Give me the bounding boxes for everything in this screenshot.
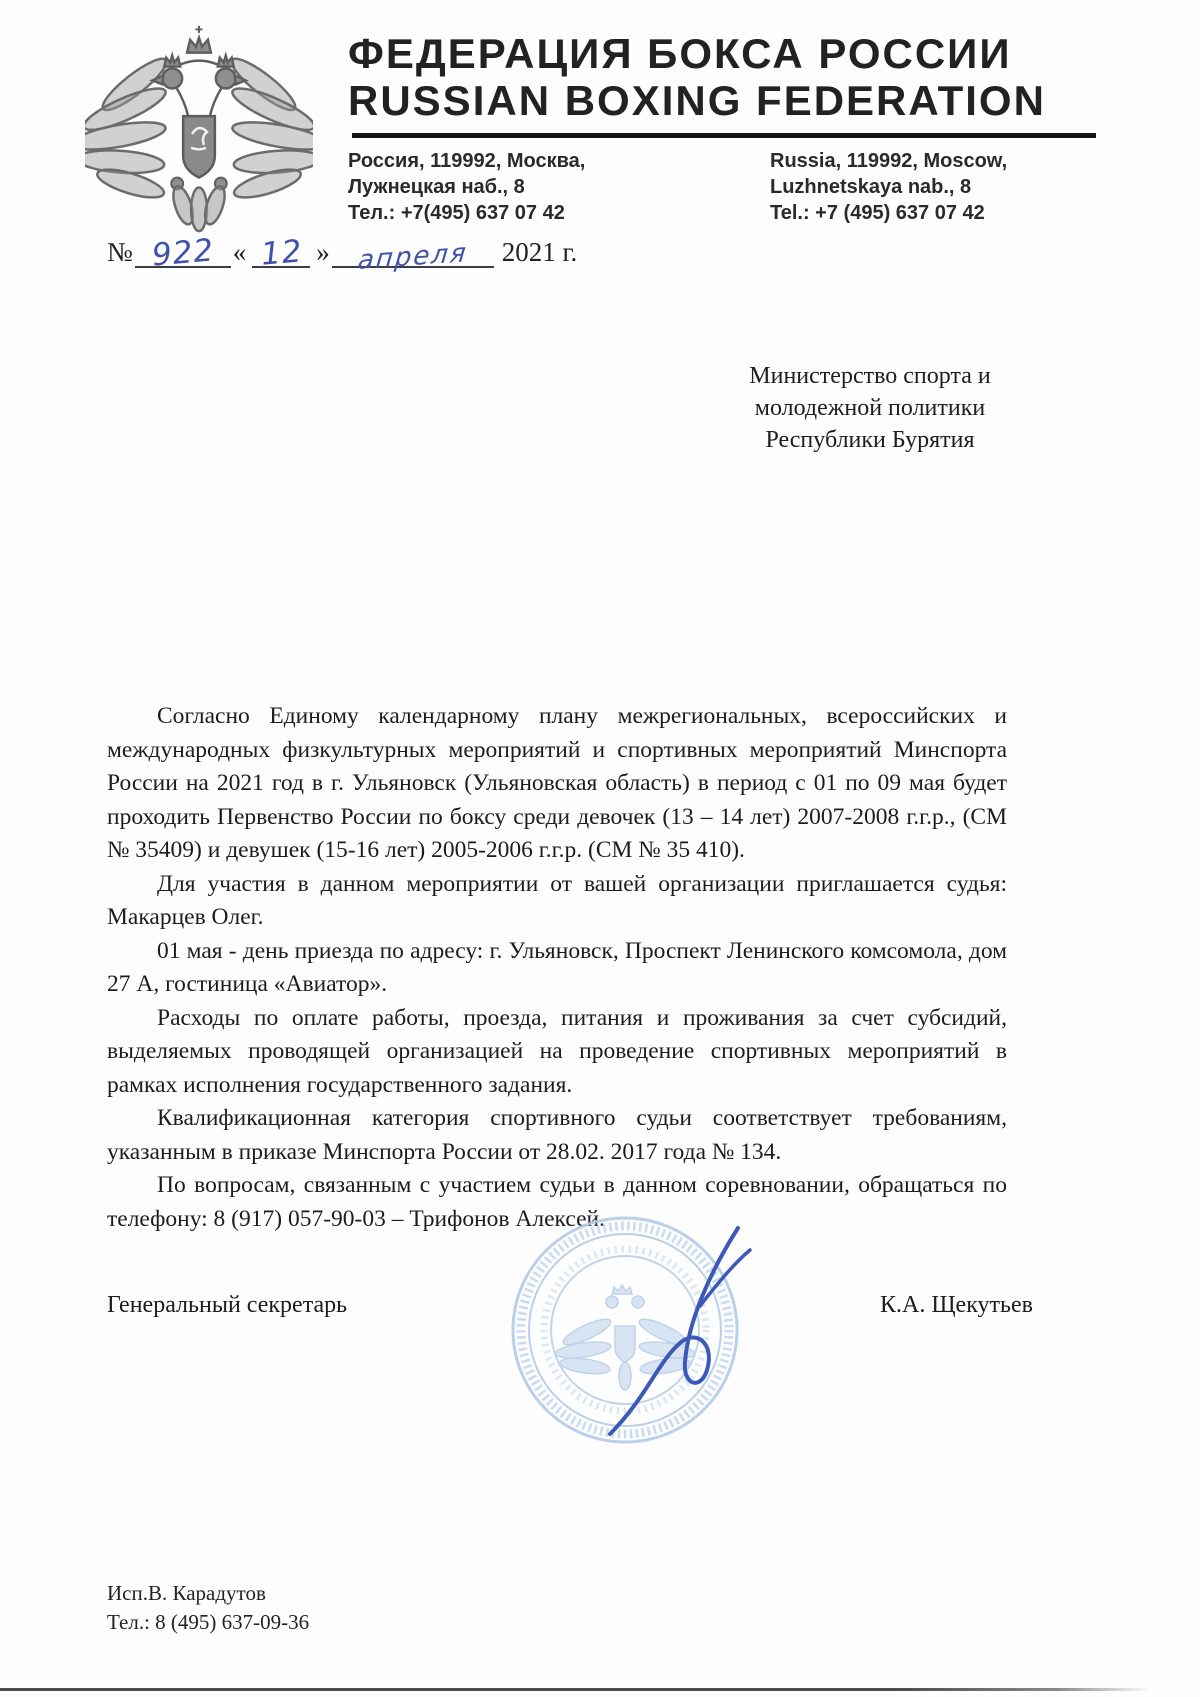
number-sign: № — [107, 237, 133, 267]
number-blank — [135, 232, 231, 274]
coat-of-arms-eagle-icon — [85, 22, 313, 237]
body-paragraph: 01 мая - день приезда по адресу: г. Ульяновск, Проспект Ленинского комсомола, дом 27 А, гостиница «Авиатор». — [107, 937, 1007, 997]
org-name-english: RUSSIAN BOXING FEDERATION — [348, 77, 1046, 124]
body-paragraph: Квалификационная категория спортивного судьи соответствует требованиям, указанным в приказе Минспорта России от 28.02. 2017 года № 134. — [107, 1105, 1007, 1165]
body-paragraph: По вопросам, связанным с участием судьи в данном соревновании, обращаться по телефону: 8 (917) 057-90-03 – Трифонов Алексей. — [107, 1172, 1007, 1232]
address-english — [770, 148, 1100, 226]
close-quote: » — [316, 237, 330, 267]
addressee-line: Министерство спорта и — [749, 363, 991, 389]
org-name-russian: ФЕДЕРАЦИЯ БОКСА РОССИИ — [348, 30, 1012, 77]
address-line: Россия, 119992, Москва, — [348, 150, 586, 172]
handwritten-month: апреля — [356, 238, 470, 276]
addressee-line: молодежной политики — [754, 395, 986, 421]
day-blank — [252, 233, 310, 273]
address-line: Luzhnetskaya nab., 8 — [770, 176, 972, 198]
address-line: Тел.: +7(495) 637 07 42 — [348, 202, 565, 224]
address-line: Tel.: +7 (495) 637 07 42 — [770, 202, 985, 224]
reference-number-line — [107, 232, 578, 276]
executor-name: Исп.В. Карадутов — [107, 1581, 266, 1605]
month-blank — [332, 235, 494, 276]
letter-body — [107, 700, 1007, 1236]
executor-phone: Тел.: 8 (495) 637-09-36 — [107, 1610, 310, 1634]
signature-ink-icon — [588, 1210, 763, 1450]
handwritten-number: 922 — [150, 232, 216, 274]
body-paragraph: Для участия в данном мероприятии от вашей организации приглашается судья: Макарцев Олег. — [107, 870, 1007, 930]
addressee-block — [725, 360, 1015, 456]
year-text: 2021 г. — [501, 237, 578, 267]
signer-name: К.А. Щекутьев — [880, 1292, 1033, 1318]
letterhead — [348, 30, 1104, 226]
body-paragraph: Расходы по оплате работы, проезда, питания и проживания за счет субсидий, выделяемых проводящей организацией на проведение спортивных мероприятий в рамках исполнения государственного задания. — [107, 1004, 1007, 1098]
scan-edge-line — [0, 1688, 1150, 1691]
address-line: Лужнецкая наб., 8 — [348, 176, 525, 198]
body-paragraph: Согласно Единому календарному плану межрегиональных, всероссийских и международных физкультурных мероприятий и спортивных мероприятий Минспорта России на 2021 год в г. Ульяновск (Ульяновская область) в период с 01 по 09 мая будет проходить Первенство России по боксу среди девочек (13 – 14 лет) 2007-2008 г.г.р., (СМ № 35409) и девушек (15-16 лет) 2005-2006 г.г.р. (СМ № 35 410). — [107, 703, 1007, 863]
handwritten-day: 12 — [259, 233, 304, 273]
addressee-line: Республики Бурятия — [765, 427, 975, 453]
executor-block — [107, 1579, 309, 1637]
address-line: Russia, 119992, Moscow, — [770, 150, 1008, 172]
letterhead-divider — [352, 133, 1096, 138]
signer-title: Генеральный секретарь — [107, 1292, 348, 1318]
open-quote: « — [232, 237, 247, 267]
address-russian — [348, 148, 770, 226]
